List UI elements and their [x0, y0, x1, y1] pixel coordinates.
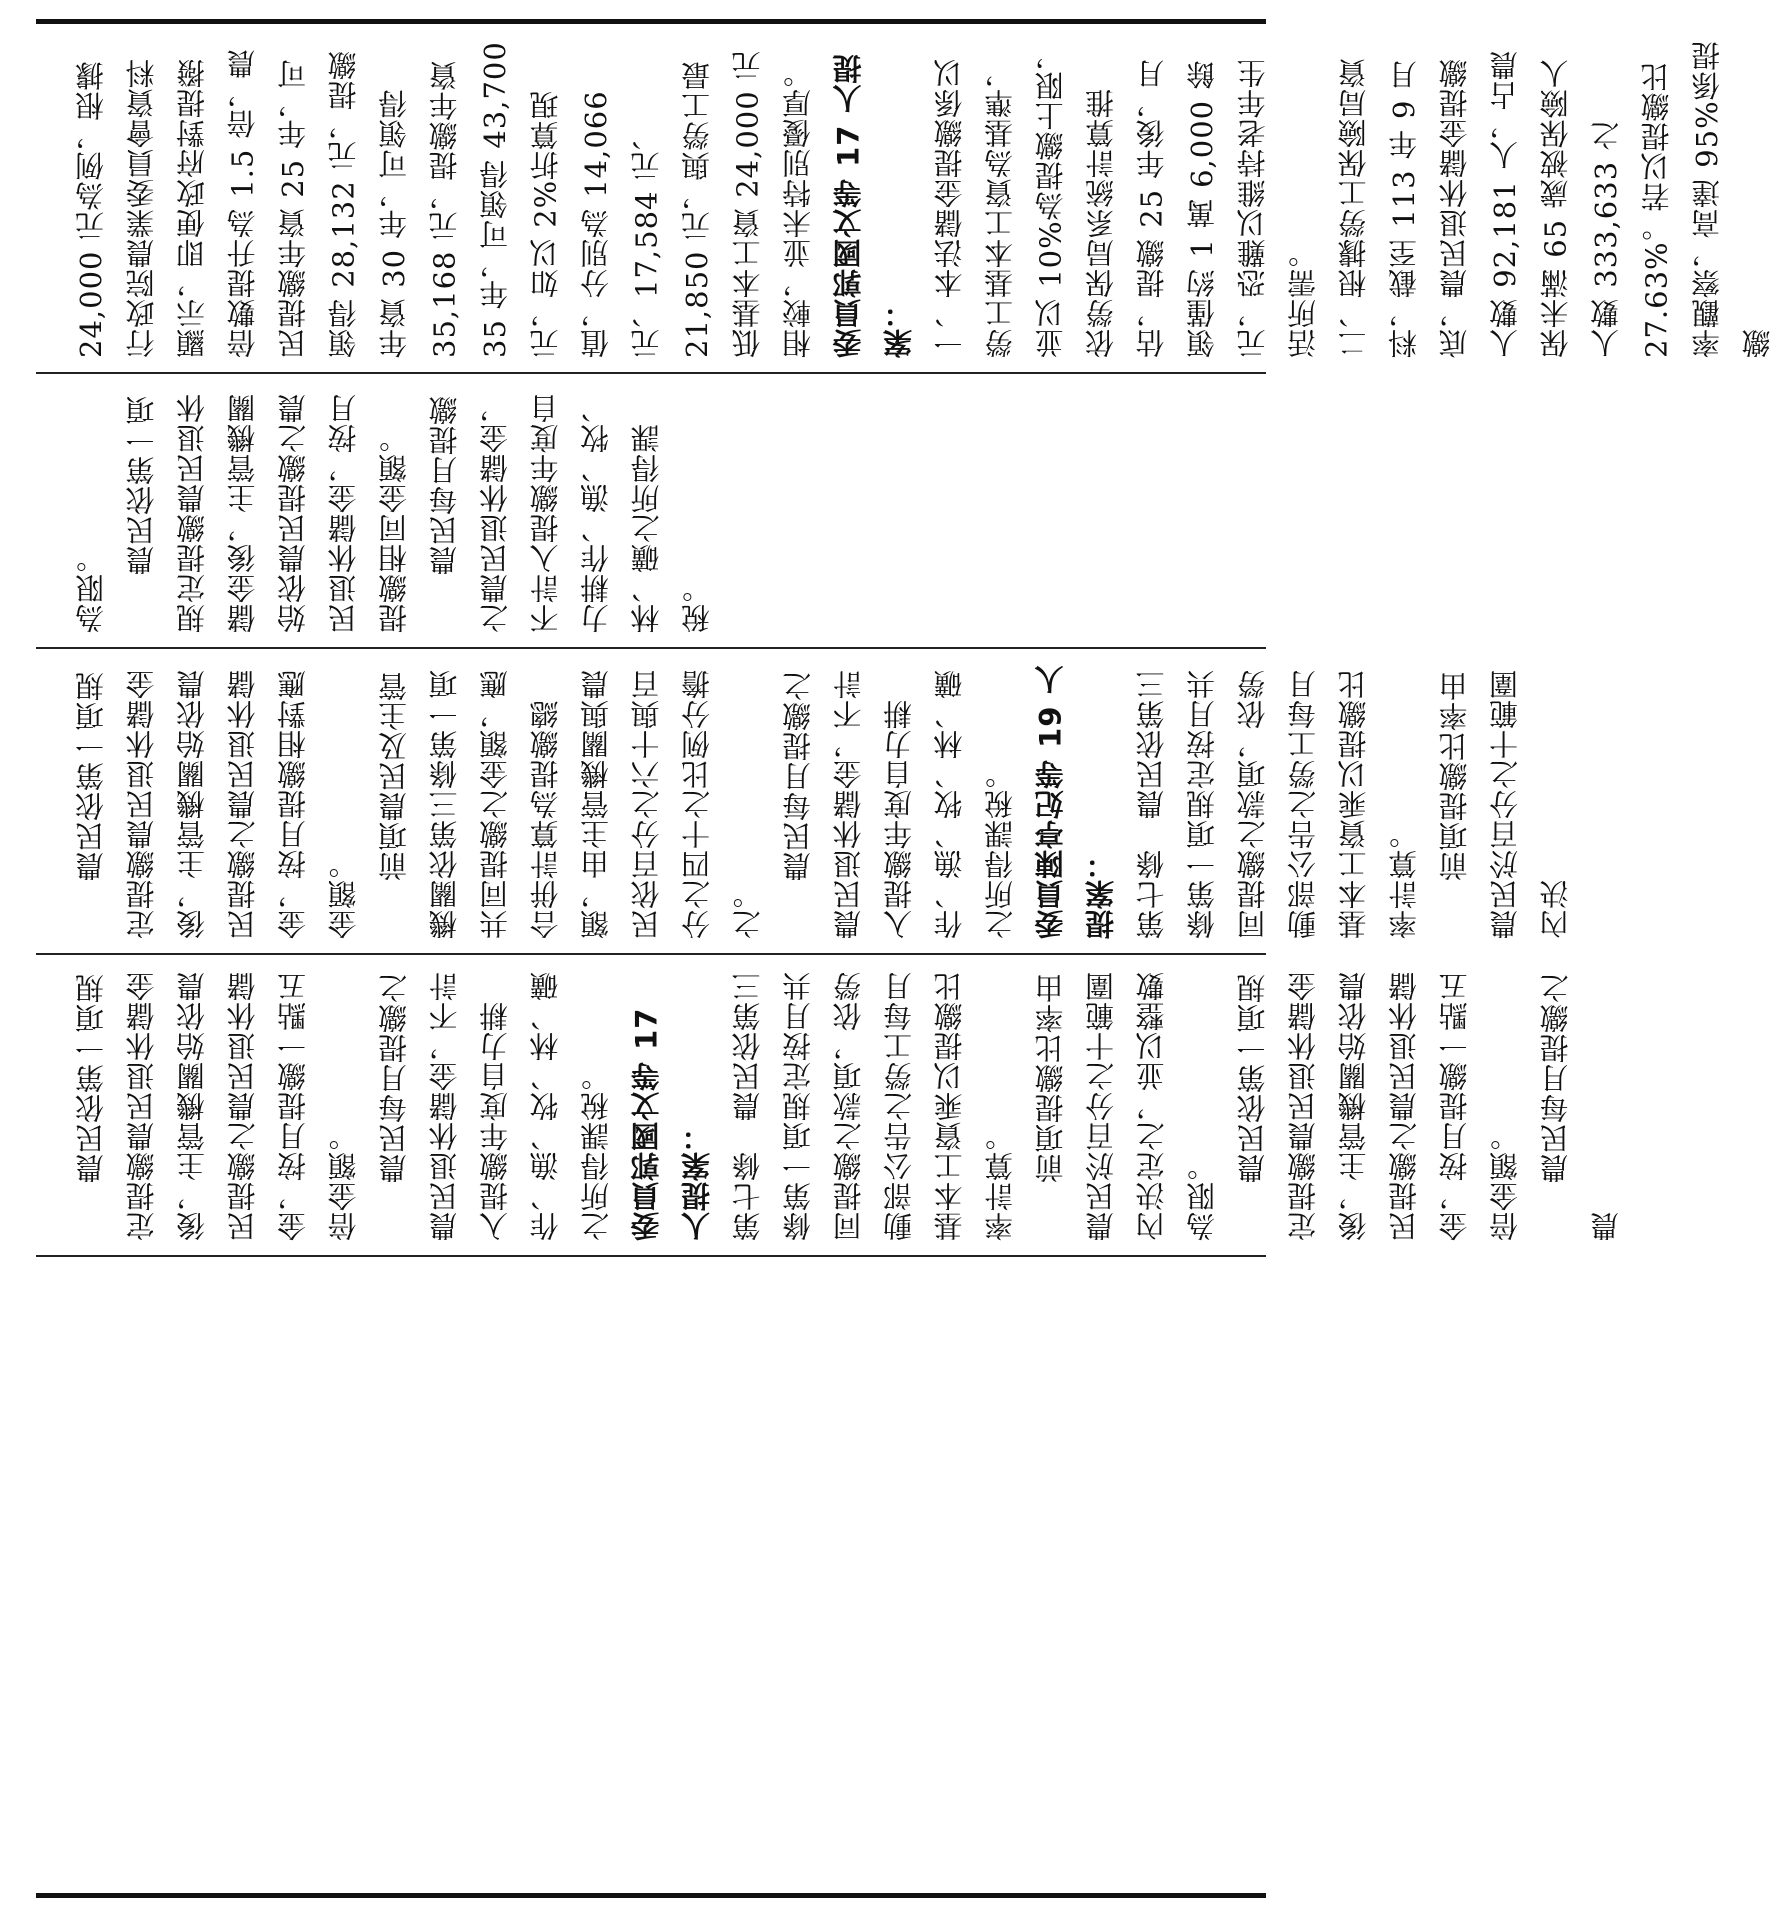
- proposal-heading: 委員陳亭妃等 19 人提案：: [1033, 664, 1118, 939]
- section-3-text: [36, 374, 1266, 647]
- paragraph: 一、本法儲金提繳係以勞工基本工資為基準，並以 10%為提繳上限，依勞保局系統計算推估，提繳 25 年後，月領僅約 1 萬 6,000 餘元，恐難以維持老年生活所需。: [932, 40, 1320, 358]
- paragraph: 農民每月提繳之農民退休儲金，不計入提繳年度自力耕作、漁、牧、林、礦之所得課稅。: [781, 669, 1017, 939]
- paragraph: 農民每月提繳之農民退休儲金，不計入提繳年度自力耕作、漁、牧、林、礦之所得課稅。: [427, 393, 714, 633]
- proposal-heading: 委員郭國文等 17 人提案：: [629, 1007, 714, 1241]
- paragraph: 24,000 元為例，根據行政院農業委員會資料顯示，即便政府對提撥倍數提升為 1.5 倍，農民提繳年資 25 年，可領得 28,132 元，提繳年資 30 年，可領得 35,168 元，提繳年資 35 年，可領得 43,700 元，如以 2%折算現值，分別為 14,066 元、17,584 元、21,850 元，與勞工最低基本工資 24,000 元相較，並未特別優厚。: [74, 41, 815, 358]
- section-4: [36, 26, 1775, 372]
- section-3: [36, 374, 1266, 647]
- paragraph: 農民依第一項規定提繳農民退休儲金後，主管機關始依農民提繳之農民退休儲金，按月提繳一點五倍金額。: [74, 971, 361, 1241]
- paragraph: 為限。: [74, 543, 108, 633]
- section-2-text: [36, 649, 1573, 953]
- bottom-rule: [36, 1893, 1266, 1898]
- section-1: [36, 955, 1623, 1255]
- divider-0: [36, 1255, 1266, 1257]
- paragraph: 農民依第一項規定提繳農民退休儲金後，主管機關始依農民提繳之農民退休儲金，按月提繳相同金額。: [124, 393, 411, 633]
- paragraph: 農民依第一項規定提繳農民退休儲金後，主管機關始依農民提繳之農民退休儲金，按月提繳相對應金額。: [74, 669, 361, 939]
- paragraph: 前項提繳比率由農民於百分之十範圍內決定之，並以整數為限。: [1033, 971, 1219, 1241]
- paragraph: 農民每月提繳之農民退休儲金，不計入提繳年度自力耕作、漁、牧、林、礦之所得課稅。: [377, 971, 613, 1241]
- paragraph: 前項提繳比率由農民於百分之十範圍內決: [1437, 669, 1573, 939]
- proposal-heading: 委員郭國文等 17 人提案：: [831, 53, 916, 358]
- paragraph: 二、根據勞工保險局資料，截至 113 年 9 月底，農民退休儲金提繳人數 92,181 人，占農保未滿 65 歲被保險人人數 333,633 之 27.63%。若以提繳比率觀察，高達 95%係提繳: [1336, 40, 1775, 358]
- paragraph: 前項農民及主管機關依第三條第一項共同提繳之金額，應合併計算為提繳總額，由主管機關與農民依百分之六十與百分之四十之比例分擔之。: [377, 669, 765, 939]
- top-rule: [36, 19, 1266, 24]
- section-2: [36, 649, 1573, 953]
- section-1-text: [36, 955, 1623, 1255]
- paragraph: 農民每月提繳之農: [1538, 973, 1623, 1241]
- section-4-text: [36, 26, 1775, 372]
- paragraph: 農民依第一項規定提繳農民退休儲金後，主管機關始依農民提繳之農民退休儲金，按月提繳一點五倍金額。: [1235, 971, 1522, 1241]
- paragraph: 第七條 農民依第三條第一項規定按月共同提繳之款項，依勞動部公告之勞工每月基本工資乘以提繳比率計算。: [730, 971, 1017, 1241]
- paragraph: 第七條 農民依第三條第一項規定按月共同提繳之款項，依勞動部公告之勞工每月基本工資乘以提繳比率計算。: [1134, 669, 1421, 939]
